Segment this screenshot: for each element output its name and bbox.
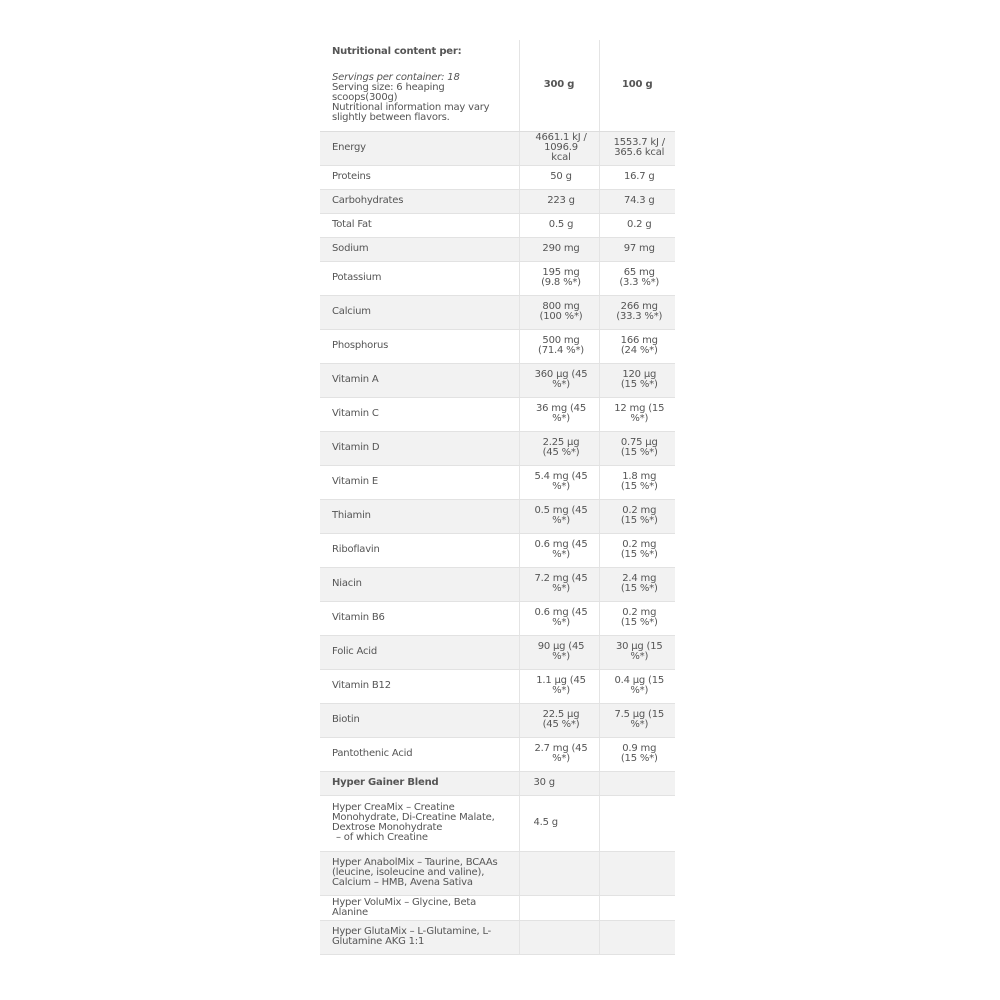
value-100g: 16.7 g (599, 165, 675, 189)
value-100g: 0.2 g (599, 213, 675, 237)
header-info-cell (320, 40, 519, 131)
value-300g: 0.6 mg (45 %*) (519, 533, 599, 567)
table-row (320, 213, 675, 237)
table-row (320, 567, 675, 601)
blend-item-row (320, 851, 675, 895)
value-100g: 0.2 mg (15 %*) (599, 499, 675, 533)
nutrient-name: Folic Acid (320, 635, 519, 669)
value-300g: 800 mg (100 %*) (519, 295, 599, 329)
value-300g: 4661.1 kJ / 1096.9 kcal (519, 131, 599, 165)
table-title: Nutritional content per: (332, 46, 462, 58)
value-300g: 290 mg (519, 237, 599, 261)
blend-item-name: Hyper GlutaMix – L-Glutamine, L-Glutamine AKG 1:1 (320, 920, 519, 954)
nutrient-name: Calcium (320, 295, 519, 329)
table-row (320, 295, 675, 329)
nutrient-name: Vitamin A (320, 363, 519, 397)
column-header-100g: 100 g (599, 40, 675, 131)
value-300g: 0.6 mg (45 %*) (519, 601, 599, 635)
value-100g: 65 mg (3.3 %*) (599, 261, 675, 295)
value-100g: 97 mg (599, 237, 675, 261)
value-300g: 36 mg (45 %*) (519, 397, 599, 431)
value-300g: 5.4 mg (45 %*) (519, 465, 599, 499)
table-row (320, 431, 675, 465)
value-100g: 2.4 mg (15 %*) (599, 567, 675, 601)
table-row (320, 329, 675, 363)
value-100g: 0.75 µg (15 %*) (599, 431, 675, 465)
value-300g: 1.1 µg (45 %*) (519, 669, 599, 703)
blend-item-value-100g (599, 795, 675, 851)
value-300g: 7.2 mg (45 %*) (519, 567, 599, 601)
nutrition-table (320, 40, 675, 955)
table-row (320, 601, 675, 635)
nutrient-name: Vitamin B6 (320, 601, 519, 635)
nutrient-name: Vitamin B12 (320, 669, 519, 703)
blend-item-label: Hyper CreaMix – Creatine Monohydrate, Di-Creatine Malate, Dextrose Monohydrate (332, 802, 495, 833)
column-header-300g: 300 g (519, 40, 599, 131)
table-row (320, 363, 675, 397)
blend-item-value-300g (519, 851, 599, 895)
blend-item-name: Hyper AnabolMix – Taurine, BCAAs (leucine, isoleucine and valine), Calcium – HMB, Avena Sativa (320, 851, 519, 895)
nutrient-name: Energy (320, 131, 519, 165)
table-row (320, 189, 675, 213)
nutrient-name: Vitamin C (320, 397, 519, 431)
value-300g: 22.5 µg (45 %*) (519, 703, 599, 737)
nutrient-name: Biotin (320, 703, 519, 737)
blend-item-row (320, 920, 675, 954)
blend-item-value-300g: 4.5 g (519, 795, 599, 851)
value-300g: 0.5 g (519, 213, 599, 237)
value-300g: 360 µg (45 %*) (519, 363, 599, 397)
table-row (320, 635, 675, 669)
value-100g: 0.4 µg (15 %*) (599, 669, 675, 703)
table-row (320, 533, 675, 567)
nutrient-name: Potassium (320, 261, 519, 295)
blend-item-value-300g (519, 920, 599, 954)
serving-size: Serving size: 6 heaping scoops(300g) (332, 82, 445, 104)
table-row (320, 237, 675, 261)
value-100g: 74.3 g (599, 189, 675, 213)
table-row (320, 165, 675, 189)
value-100g: 30 µg (15 %*) (599, 635, 675, 669)
value-100g: 0.2 mg (15 %*) (599, 533, 675, 567)
value-100g: 1.8 mg (15 %*) (599, 465, 675, 499)
servings-per-container: Servings per container: 18 (332, 72, 460, 84)
nutrient-name: Phosphorus (320, 329, 519, 363)
blend-item-value-100g (599, 920, 675, 954)
value-100g: 12 mg (15 %*) (599, 397, 675, 431)
value-300g: 50 g (519, 165, 599, 189)
blend-name: Hyper Gainer Blend (320, 771, 519, 795)
table-header-row (320, 40, 675, 131)
value-300g: 195 mg (9.8 %*) (519, 261, 599, 295)
nutrient-name: Niacin (320, 567, 519, 601)
value-300g: 90 µg (45 %*) (519, 635, 599, 669)
blend-item-name: Hyper VoluMix – Glycine, Beta Alanine (320, 895, 519, 920)
value-300g: 0.5 mg (45 %*) (519, 499, 599, 533)
nutrient-name: Total Fat (320, 213, 519, 237)
value-300g: 223 g (519, 189, 599, 213)
table-row (320, 131, 675, 165)
table-row (320, 397, 675, 431)
blend-item-row (320, 895, 675, 920)
nutrient-name: Riboflavin (320, 533, 519, 567)
blend-item-sub-label: – of which Creatine (336, 832, 428, 843)
blend-item-name (320, 795, 519, 851)
value-100g: 7.5 µg (15 %*) (599, 703, 675, 737)
table-row (320, 703, 675, 737)
value-300g: 500 mg (71.4 %*) (519, 329, 599, 363)
blend-value-300g: 30 g (519, 771, 599, 795)
blend-value-100g (599, 771, 675, 795)
value-300g: 2.25 µg (45 %*) (519, 431, 599, 465)
table-row (320, 465, 675, 499)
blend-item-value-100g (599, 851, 675, 895)
nutrient-name: Thiamin (320, 499, 519, 533)
value-100g: 0.2 mg (15 %*) (599, 601, 675, 635)
nutrient-name: Proteins (320, 165, 519, 189)
nutrient-name: Vitamin D (320, 431, 519, 465)
value-100g: 0.9 mg (15 %*) (599, 737, 675, 771)
table-row (320, 669, 675, 703)
value-100g: 266 mg (33.3 %*) (599, 295, 675, 329)
blend-item-value-100g (599, 895, 675, 920)
flavor-note: Nutritional information may vary slightly between flavors. (332, 102, 490, 124)
blend-row (320, 771, 675, 795)
blend-item-value-300g (519, 895, 599, 920)
table-row (320, 499, 675, 533)
nutrient-name: Pantothenic Acid (320, 737, 519, 771)
table-row (320, 261, 675, 295)
value-100g: 1553.7 kJ / 365.6 kcal (599, 131, 675, 165)
value-300g: 2.7 mg (45 %*) (519, 737, 599, 771)
blend-item-row (320, 795, 675, 851)
nutrient-name: Sodium (320, 237, 519, 261)
table-row (320, 737, 675, 771)
value-100g: 120 µg (15 %*) (599, 363, 675, 397)
nutrient-name: Vitamin E (320, 465, 519, 499)
nutrient-name: Carbohydrates (320, 189, 519, 213)
value-100g: 166 mg (24 %*) (599, 329, 675, 363)
